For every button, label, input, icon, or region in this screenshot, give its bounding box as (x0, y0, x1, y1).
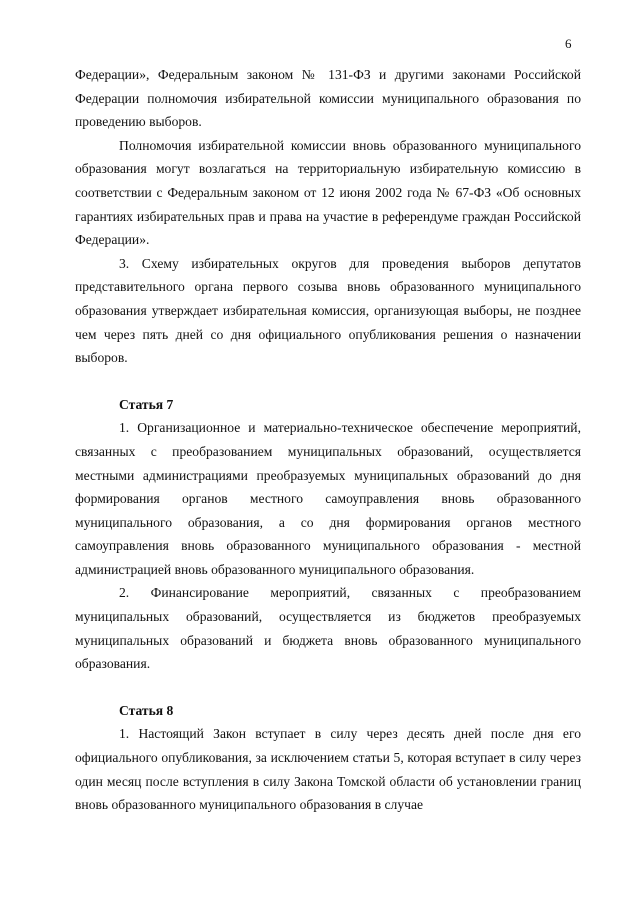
article-8-item-1: 1. Настоящий Закон вступает в силу через десять дней после дня его официального опубликования, за исключением статьи 5, которая вступает в силу через один месяц после вступления в силу Закона Томской области об установлении границ вновь образованного муниципального образования в случае (75, 726, 581, 813)
document-body (75, 63, 581, 817)
paragraph-continuation: Федерации», Федеральным законом № 131-ФЗ и другими законами Российской Федерации полномочия избирательной комиссии муниципального образования по проведению выборов. (75, 67, 581, 130)
article-7-item-1: 1. Организационное и материально-техническое обеспечение мероприятий, связанных с преобразованием муниципальных образований, осуществляется местными администрациями преобразуемых муниципальных образований до дня формирования органов местного самоуправления вновь образованного муниципального образования, а со дня формирования органов местного самоуправления вновь образованного муниципального образования - местной администрацией вновь образованного муниципального образования. (75, 420, 581, 577)
article-7-heading: Статья 7 (119, 396, 174, 412)
article-8-heading: Статья 8 (119, 702, 174, 718)
paragraph-electoral-districts: 3. Схему избирательных округов для проведения выборов депутатов представительного органа первого созыва вновь образованного муниципального образования утверждает избирательная комиссия, организующая выборы, не позднее чем через пять дней со дня официального опубликования решения о назначении выборов. (75, 255, 581, 366)
article-7-item-2: 2. Финансирование мероприятий, связанных с преобразованием муниципальных образований, осуществляется из бюджетов преобразуемых муниципальных образований и бюджета вновь образованного муниципального образования. (75, 585, 581, 672)
paragraph-commission-powers: Полномочия избирательной комиссии вновь образованного муниципального образования могут возлагаться на территориальную избирательную комиссию в соответствии с Федеральным законом от 12 июня 2002 года № 67-ФЗ «Об основных гарантиях избирательных прав и права на участие в референдуме граждан Российской Федерации». (75, 137, 581, 248)
page-number: 6 (565, 36, 572, 51)
